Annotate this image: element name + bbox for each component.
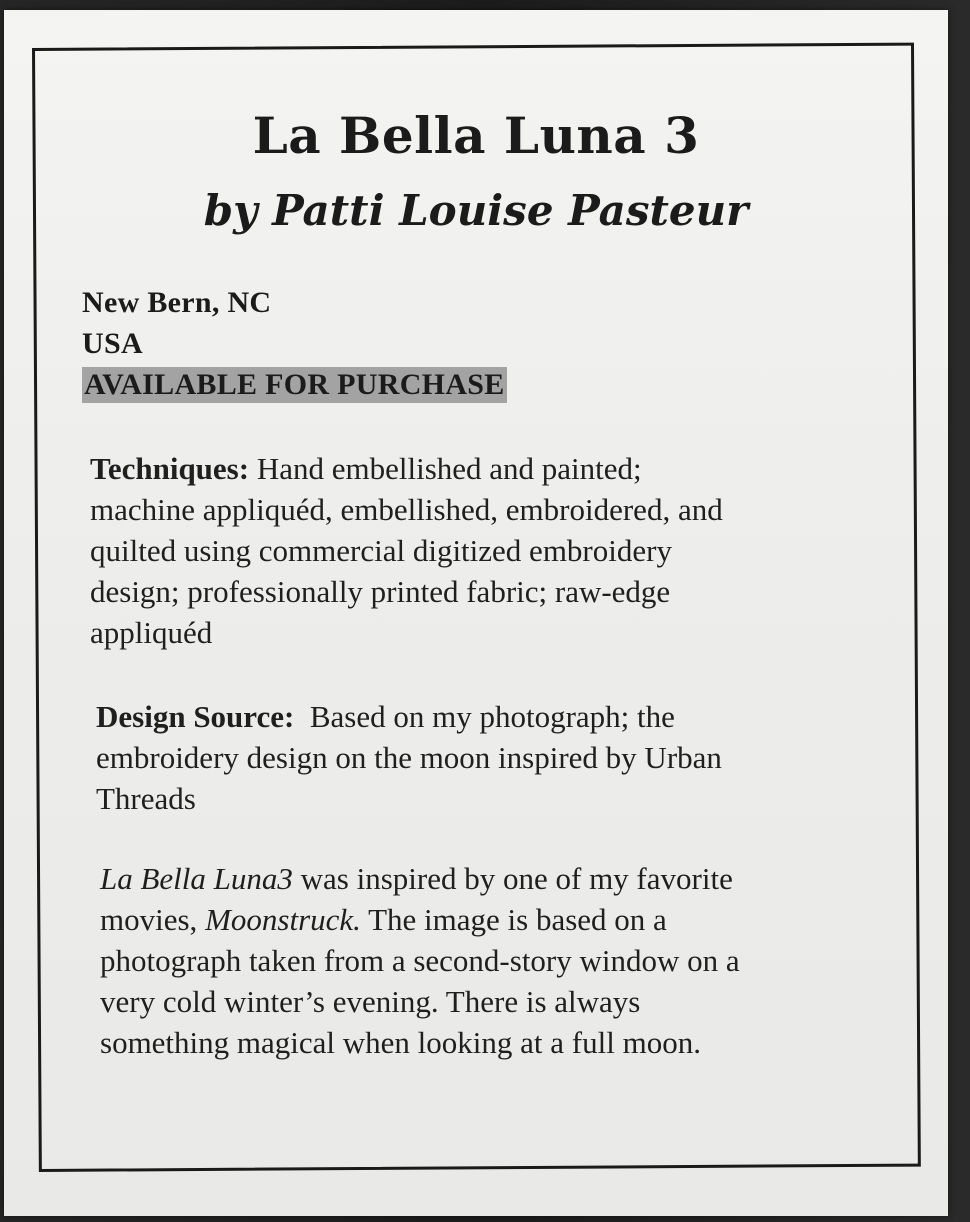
statement-line-5: something magical when looking at a full moon. (100, 1025, 701, 1060)
design-source-text: Based on my photograph; the (294, 699, 675, 734)
artist-byline: by Patti Louise Pasteur (203, 186, 749, 235)
statement-line-2-text: The image is based on a (360, 902, 667, 937)
design-source-line-2: embroidery design on the moon inspired by Urban (96, 740, 722, 775)
statement-line-3: photograph taken from a second-story window on a (100, 943, 740, 978)
availability-badge: AVAILABLE FOR PURCHASE (84, 368, 505, 401)
techniques-line-2: machine appliquéd, embellished, embroidered, and (90, 492, 723, 527)
statement-line-2 (100, 899, 740, 940)
statement-line-1-text: was inspired by one of my favorite (292, 861, 733, 896)
techniques-paragraph (90, 448, 723, 653)
artist-country: USA (82, 327, 143, 360)
techniques-line-1 (90, 448, 723, 489)
statement-movie-ref: Moonstruck. (205, 902, 361, 937)
techniques-text: Hand embellished and painted; (249, 451, 642, 486)
label-content (4, 10, 948, 1216)
techniques-label: Techniques: (90, 451, 250, 486)
techniques-line-4: design; professionally printed fabric; raw-edge (90, 574, 671, 609)
statement-line-1 (100, 858, 740, 899)
design-source-label: Design Source: (96, 699, 295, 734)
techniques-line-3: quilted using commercial digitized embroidery (90, 533, 672, 568)
design-source-line-3: Threads (96, 781, 196, 816)
design-source-line-1 (96, 696, 722, 737)
design-source-paragraph (96, 696, 722, 819)
exhibit-label-card (4, 10, 948, 1216)
statement-title-ref: La Bella Luna3 (100, 861, 293, 896)
artwork-title: La Bella Luna 3 (252, 106, 700, 165)
statement-line-2-start: movies, (100, 902, 206, 937)
artist-statement (100, 858, 740, 1063)
statement-line-4: very cold winter’s evening. There is always (100, 984, 641, 1019)
techniques-line-5: appliquéd (90, 615, 213, 650)
artist-city: New Bern, NC (82, 286, 272, 319)
